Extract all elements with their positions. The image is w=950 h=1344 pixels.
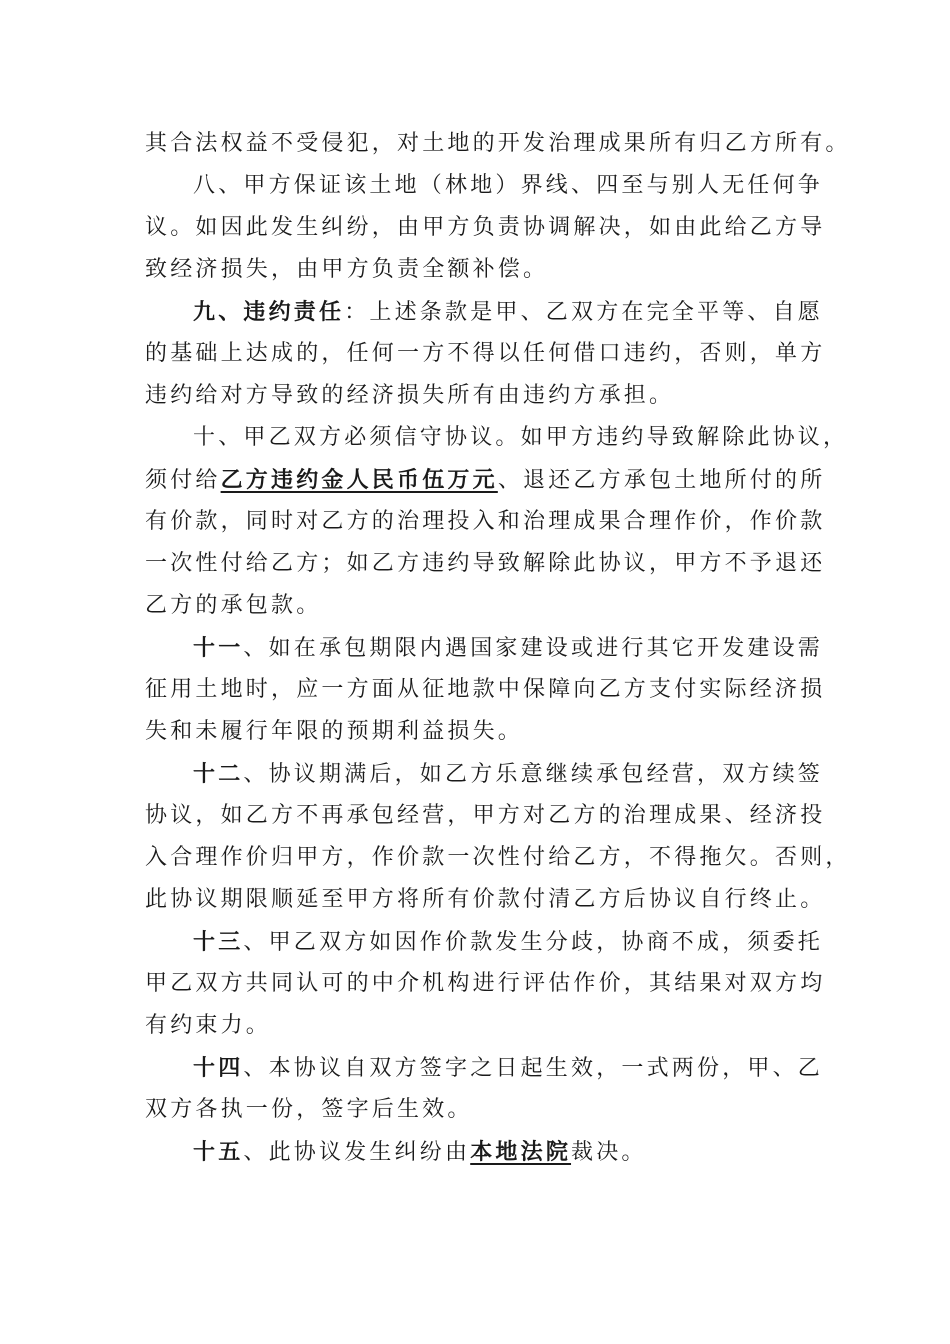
text-line: 协议，如乙方不再承包经营，甲方对乙方的治理成果、经济投: [145, 803, 826, 828]
clause-heading: 十五: [193, 1139, 244, 1165]
text-line: [145, 1131, 825, 1173]
clause-heading: 十四: [193, 1055, 244, 1081]
paragraph-7-end: [145, 123, 851, 165]
text-line: [145, 921, 825, 963]
text-line: 致经济损失，由甲方负责全额补偿。: [145, 257, 549, 282]
text-line: 此协议期限顺延至甲方将所有价款付清乙方后协议自行终止。: [145, 887, 826, 912]
text-line: 议。如因此发生纠纷，由甲方负责协调解决，如由此给乙方导: [145, 215, 826, 240]
text-line: 双方各执一份，签字后生效。: [145, 1097, 473, 1122]
text-line: 甲乙双方共同认可的中介机构进行评估作价，其结果对双方均: [145, 971, 826, 996]
text-line: 征用土地时，应一方面从征地款中保障向乙方支付实际经济损: [145, 677, 826, 702]
clause-heading: 九、违约责任: [193, 299, 345, 325]
clause-12: [145, 753, 851, 921]
text-line: 十、甲乙双方必须信守协议。如甲方违约导致解除此协议，: [193, 425, 849, 450]
clause-heading: 十三: [193, 929, 244, 955]
clause-heading: 十二: [193, 761, 244, 787]
clause-heading: 十一: [193, 635, 244, 661]
text-line: 的基础上达成的，任何一方不得以任何借口违约，否则，单方: [145, 341, 826, 366]
clause-8: [145, 165, 825, 291]
clause-15: [145, 1131, 825, 1173]
text-span: 须付给: [145, 468, 221, 493]
clause-11: [145, 627, 825, 753]
text-line: 其合法权益不受侵犯，对土地的开发治理成果所有归乙方所有。: [145, 131, 851, 156]
text-line: [145, 1047, 825, 1089]
penalty-amount: 乙方违约金人民币伍万元: [220, 467, 498, 493]
text-line: 有价款，同时对乙方的治理投入和治理成果合理作价，作价款: [145, 509, 826, 534]
text-span: 、退还乙方承包土地所付的所: [497, 468, 826, 493]
text-line: 失和未履行年限的预期利益损失。: [145, 719, 524, 744]
text-span: 、此协议发生纠纷由: [243, 1140, 471, 1165]
text-span: 裁决。: [571, 1140, 647, 1165]
clause-14: [145, 1047, 825, 1131]
text-line: 一次性付给乙方；如乙方违约导致解除此协议，甲方不予退还: [145, 551, 826, 576]
text-span: 、如在承包期限内遇国家建设或进行其它开发建设需: [243, 636, 824, 661]
text-line: 有约束力。: [145, 1013, 272, 1038]
text-line: [145, 753, 825, 795]
text-span: 、本协议自双方签字之日起生效，一式两份，甲、乙: [243, 1056, 824, 1081]
text-line: 违约给对方导致的经济损失所有由违约方承担。: [145, 383, 675, 408]
text-line: [145, 627, 825, 669]
text-line: 八、甲方保证该土地（林地）界线、四至与别人无任何争: [193, 173, 824, 198]
court-name: 本地法院: [470, 1139, 572, 1165]
text-line: 入合理作价归甲方，作价款一次性付给乙方，不得拖欠。否则，: [145, 845, 851, 870]
text-line: 乙方的承包款。: [145, 593, 322, 618]
clause-13: [145, 921, 825, 1047]
text-line: [145, 291, 825, 333]
text-span: 、协议期满后，如乙方乐意继续承包经营，双方续签: [243, 762, 824, 787]
text-line: [145, 459, 825, 501]
clause-10: [145, 417, 849, 627]
text-span: 、甲乙双方如因作价款发生分歧，协商不成，须委托: [243, 930, 824, 955]
clause-9: [145, 291, 825, 417]
text-span: ：上述条款是甲、乙双方在完全平等、自愿: [344, 300, 824, 325]
